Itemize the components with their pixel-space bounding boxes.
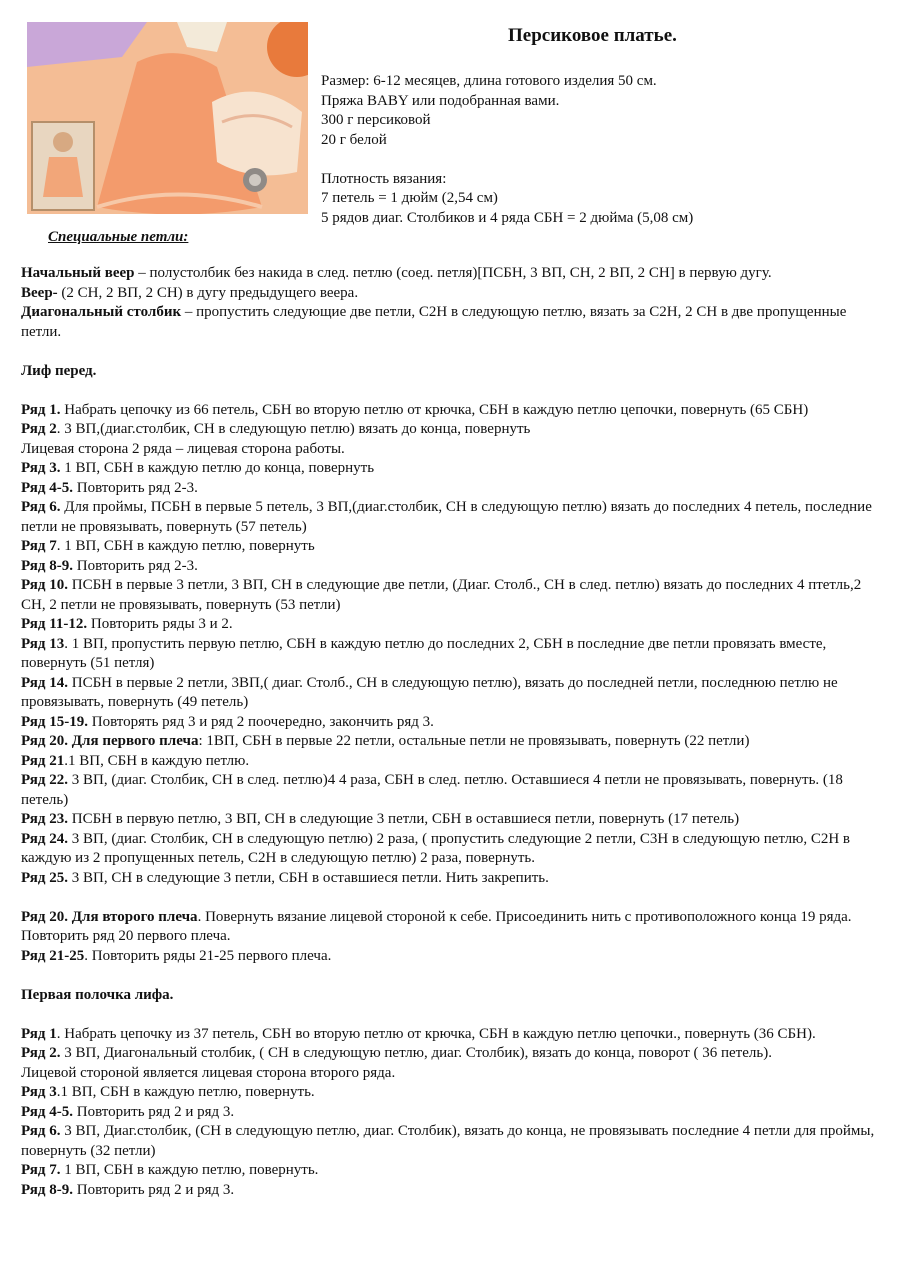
row-instruction — [21, 908, 881, 947]
row-term: Диагональный столбик — [21, 304, 182, 320]
peach-yarn-line: 300 г персиковой — [321, 112, 431, 128]
special-stitches-heading: Специальные петли: — [48, 229, 189, 245]
dress-photo — [27, 22, 308, 214]
row-instruction — [21, 576, 881, 615]
row-instruction — [21, 830, 881, 869]
row-instruction — [21, 635, 881, 674]
row-term: Ряд 20. Для первого плеча — [21, 733, 199, 749]
row-term: Ряд 1 — [21, 1025, 57, 1042]
row-text: Повторить ряд 2 и ряд 3. — [72, 1181, 235, 1198]
row-instruction — [21, 869, 881, 889]
front-rows — [21, 401, 881, 889]
row-text: . 1 ВП, СБН в каждую петлю, повернуть — [56, 538, 315, 554]
gauge-line: 5 рядов диаг. Столбиков и 4 ряда СБН = 2 дюйма (5,08 см) — [321, 209, 694, 226]
row-term: Ряд 24. — [21, 830, 68, 847]
row-text: . 3 ВП,(диаг.столбик, СН в следующую петлю) вязать до конца, повернуть — [56, 421, 531, 437]
row-text: Набрать цепочку из 66 петель, СБН во вторую петлю от крючка, СБН в каждую петлю цепочки, повернуть (65 СБН) — [60, 401, 809, 418]
row-term: Ряд 21-25 — [21, 947, 85, 964]
row-term: Ряд 6. — [21, 499, 61, 515]
row-term: Ряд 8-9. — [21, 557, 73, 574]
row-text: Повторять ряд 3 и ряд 2 поочередно, закончить ряд 3. — [87, 713, 434, 730]
second-shoulder-rows — [21, 908, 881, 967]
row-text: 3 ВП, (диаг. Столбик, СН в след. петлю)4 4 раза, СБН в след. петлю. Оставшиеся 4 петли не провязывать, повернуть. (18 петель) — [21, 772, 843, 808]
row-text: 3 ВП, Диаг.столбик, (СН в следующую петлю, диаг. Столбик), вязать до конца, не провязывать последние 4 петли для проймы, повернуть (32 петли) — [21, 1123, 875, 1159]
row-term: Ряд 7 — [21, 538, 57, 554]
row-text: (2 СН, 2 ВП, 2 СН) в дугу предыдущего веера. — [57, 284, 359, 301]
row-term: Ряд 2. — [21, 1045, 61, 1061]
row-instruction — [21, 1064, 881, 1084]
special-stitch-item — [21, 284, 881, 304]
row-instruction — [21, 557, 881, 577]
front-heading: Лиф перед. — [21, 362, 97, 379]
row-instruction — [21, 537, 881, 557]
row-text: – полустолбик без накида в след. петлю (соед. петля)[ПСБН, 3 ВП, СН, 2 ВП, 2 СН] в первую дугу. — [134, 265, 772, 281]
row-term: Ряд 4-5. — [21, 1103, 73, 1120]
shelf-rows — [21, 1025, 881, 1201]
row-text: 1 ВП, СБН в каждую петлю, повернуть. — [60, 1162, 319, 1178]
row-instruction — [21, 1025, 881, 1045]
yarn-line: Пряжа BABY или подобранная вами. — [321, 92, 560, 109]
row-instruction — [21, 674, 881, 713]
row-instruction — [21, 771, 881, 810]
row-instruction — [21, 1161, 881, 1181]
row-text: .1 ВП, СБН в каждую петлю, повернуть. — [56, 1084, 315, 1100]
row-term: Ряд 25. — [21, 869, 68, 886]
row-term: Ряд 22. — [21, 772, 68, 788]
row-text: 3 ВП, Диагональный столбик, ( СН в следующую петлю, диаг. Столбик), вязать до конца, поворот ( 36 петель). — [60, 1045, 772, 1061]
row-instruction — [21, 1181, 881, 1201]
row-term: Ряд 13 — [21, 635, 65, 652]
special-stitch-item — [21, 303, 881, 342]
row-text: : 1ВП, СБН в первые 22 петли, остальные петли не провязывать, повернуть (22 петли) — [198, 733, 750, 749]
row-text: .1 ВП, СБН в каждую петлю. — [64, 752, 250, 769]
row-text: ПСБН в первые 2 петли, 3ВП,( диаг. Столб., СН в следующую петлю), вязать до последней петли, последнюю петлю не провязывать, повернуть (49 петель) — [21, 674, 838, 710]
row-term: Ряд 20. Для второго плеча — [21, 908, 198, 925]
row-text: Повторить ряды 3 и 2. — [87, 616, 233, 632]
page-title: Персиковое платье. — [508, 25, 677, 46]
row-text: Лицевая сторона 2 ряда – лицевая сторона работы. — [21, 440, 345, 457]
row-text: ПСБН в первую петлю, 3 ВП, СН в следующие 3 петли, СБН в оставшиеся петли, повернуть (17 петель) — [67, 811, 740, 827]
row-term: Ряд 1. — [21, 401, 61, 418]
row-text: Повторить ряд 2-3. — [72, 479, 198, 496]
row-term: Ряд 6. — [21, 1123, 61, 1139]
size-line: Размер: 6-12 месяцев, длина готового изделия 50 см. — [321, 73, 657, 89]
shelf-heading: Первая полочка лифа. — [21, 986, 174, 1003]
row-term: Начальный веер — [21, 265, 135, 281]
row-term: Веер- — [21, 284, 58, 301]
row-text: ПСБН в первые 3 петли, 3 ВП, СН в следующие две петли, (Диаг. Столб., СН в след. петлю) вязать до последних 4 птетль,2 СН, 2 петли не провязывать, повернуть (53 петли) — [21, 577, 862, 613]
row-term: Ряд 3. — [21, 460, 61, 476]
row-instruction — [21, 498, 881, 537]
row-text: 3 ВП, (диаг. Столбик, СН в следующую петлю) 2 раза, ( пропустить следующие 2 петли, С3Н в следующую петлю, С2Н в каждую из 2 пропущенных петель, С2Н в следующую петлю) 2 раза, повернуть. — [21, 830, 850, 866]
row-term: Ряд 4-5. — [21, 479, 73, 496]
row-text: 1 ВП, СБН в каждую петлю до конца, повернуть — [60, 460, 375, 476]
row-text: Повторить ряд 2 и ряд 3. — [72, 1103, 235, 1120]
row-instruction — [21, 713, 881, 733]
row-instruction — [21, 401, 881, 421]
row-text: . Повторить ряды 21-25 первого плеча. — [84, 947, 332, 964]
row-term: Ряд 14. — [21, 674, 68, 691]
row-instruction — [21, 420, 881, 440]
row-term: Ряд 3 — [21, 1084, 57, 1100]
row-instruction — [21, 752, 881, 772]
row-instruction — [21, 615, 881, 635]
special-stitches-list — [21, 264, 881, 342]
row-instruction — [21, 1083, 881, 1103]
row-instruction — [21, 732, 881, 752]
row-instruction — [21, 459, 881, 479]
white-yarn-line: 20 г белой — [321, 131, 387, 148]
special-stitch-item — [21, 264, 881, 284]
gauge-title: Плотность вязания: — [321, 170, 447, 187]
row-instruction — [21, 1044, 881, 1064]
info-block — [321, 72, 693, 228]
row-term: Ряд 8-9. — [21, 1181, 73, 1198]
row-instruction — [21, 440, 881, 460]
row-text: 3 ВП, СН в следующие 3 петли, СБН в оставшиеся петли. Нить закрепить. — [67, 869, 549, 886]
row-text: Повторить ряд 2-3. — [72, 557, 198, 574]
row-term: Ряд 7. — [21, 1162, 61, 1178]
row-text: – пропустить следующие две петли, С2Н в следующую петлю, вязать за С2Н, 2 СН в две пропущенные петли. — [21, 304, 847, 340]
row-instruction — [21, 1103, 881, 1123]
row-text: . Повернуть вязание лицевой стороной к себе. Присоединить нить с противоположного конца 19 ряда. Повторить ряд 20 первого плеча. — [21, 908, 852, 944]
row-text: . Набрать цепочку из 37 петель, СБН во вторую петлю от крючка, СБН в каждую петлю цепочки., повернуть (36 СБН). — [56, 1025, 816, 1042]
row-instruction — [21, 947, 881, 967]
row-text: . 1 ВП, пропустить первую петлю, СБН в каждую петлю до последних 2, СБН в последние две петли провязать вместе, повернуть (51 петля) — [21, 635, 827, 671]
instructions — [21, 264, 881, 1200]
row-term: Ряд 21 — [21, 752, 65, 769]
row-term: Ряд 2 — [21, 421, 57, 437]
row-text: Для проймы, ПСБН в первые 5 петель, 3 ВП,(диаг.столбик, СН в следующую петлю) вязать до последних 4 петель, последние петли не провязывать, повернуть (57 петель) — [21, 499, 872, 535]
row-term: Ряд 15-19. — [21, 713, 88, 730]
row-instruction — [21, 1122, 881, 1161]
gauge-line: 7 петель = 1 дюйм (2,54 см) — [321, 190, 498, 206]
row-instruction — [21, 810, 881, 830]
row-text: Лицевой стороной является лицевая сторона второго ряда. — [21, 1064, 396, 1081]
row-term: Ряд 23. — [21, 811, 68, 827]
row-instruction — [21, 479, 881, 499]
row-term: Ряд 10. — [21, 577, 68, 593]
row-term: Ряд 11-12. — [21, 616, 88, 632]
